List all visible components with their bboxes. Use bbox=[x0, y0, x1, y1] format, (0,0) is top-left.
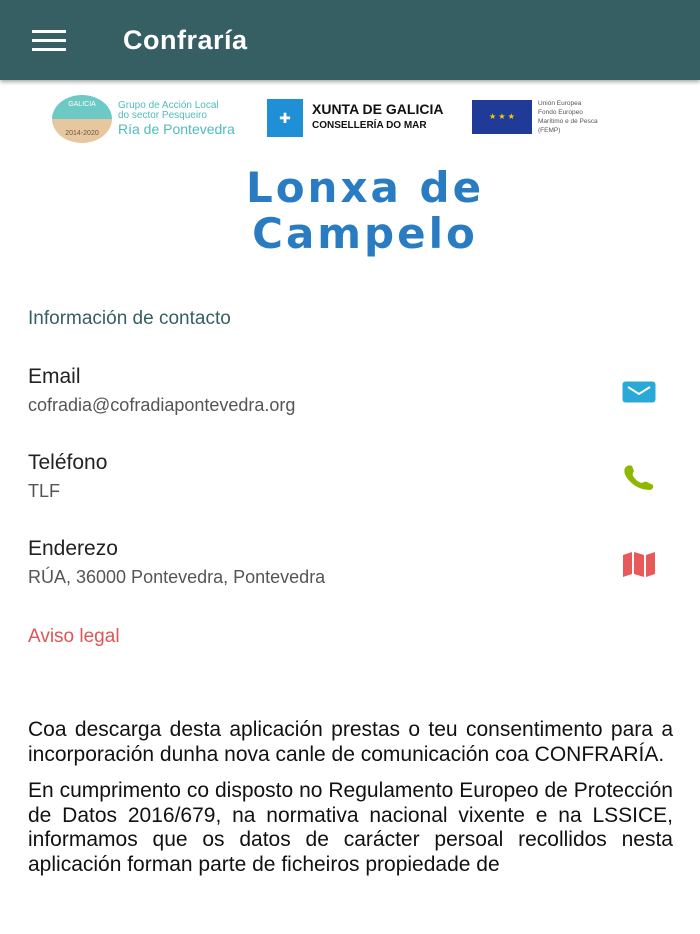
email-label: Email bbox=[28, 365, 81, 388]
app-title: Confraría bbox=[123, 24, 248, 55]
xunta-logo: ✚ bbox=[267, 99, 303, 137]
address-value: RÚA, 36000 Pontevedra, Pontevedra bbox=[28, 567, 326, 587]
contact-phone-row[interactable] bbox=[28, 451, 668, 511]
address-label: Enderezo bbox=[28, 537, 118, 560]
eu-flag-logo: ★ ★ ★ bbox=[472, 100, 532, 134]
legal-notice-link[interactable]: Aviso legal bbox=[28, 626, 120, 647]
contact-section-title: Información de contacto bbox=[28, 308, 231, 329]
sponsor-logos bbox=[52, 95, 612, 145]
menu-icon[interactable] bbox=[32, 24, 66, 57]
legal-paragraph: Coa descarga desta aplicación prestas o teu consentimento para a incorporación dunha nova canle de comunicación coa CONFRARÍA. bbox=[28, 718, 673, 766]
map-icon[interactable] bbox=[622, 551, 656, 582]
legal-paragraph: En cumprimento co disposto no Regulamento Europeo de Protección de Datos 2016/679, na normativa nacional vixente e na LSSICE, informamos que os datos de carácter persoal recollidos nesta aplicación forman parte de ficheiros propiedade de bbox=[28, 779, 673, 876]
galp-logo: GALICIA 2014-2020 bbox=[52, 95, 112, 143]
contact-email-row[interactable] bbox=[28, 365, 668, 425]
brand-title: Lonxa de Campelo bbox=[245, 163, 485, 258]
phone-value: TLF bbox=[28, 481, 61, 501]
eu-text: Unión Europea Fondo Europeo Marítimo e de Pesca (FEMP) bbox=[538, 100, 598, 134]
app-bar bbox=[0, 0, 700, 80]
galp-text: Grupo de Acción Local do sector Pesqueiro Ría de Pontevedra bbox=[118, 100, 235, 137]
mail-icon[interactable] bbox=[622, 381, 656, 408]
contact-address-row[interactable] bbox=[28, 537, 668, 597]
xunta-text: XUNTA DE GALICIA CONSELLERÍA DO MAR bbox=[312, 101, 444, 131]
legal-text bbox=[28, 718, 673, 889]
phone-label: Teléfono bbox=[28, 451, 108, 474]
phone-icon[interactable] bbox=[622, 463, 656, 496]
email-value: cofradia@cofradiapontevedra.org bbox=[28, 395, 296, 415]
